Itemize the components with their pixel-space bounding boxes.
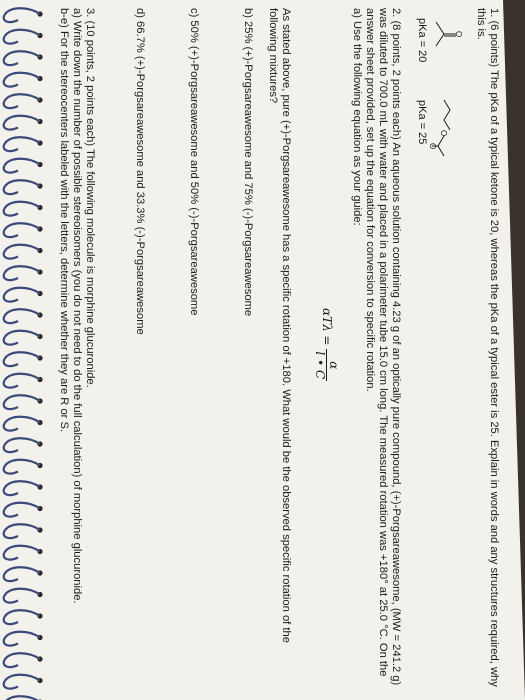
q2-a: a) Use the following equation as your guide: (351, 8, 363, 226)
q1-text: 1. (6 points) The pKa of a typical ketone is 20, whereas the pKa of a typical ester is 25. Explain in words and any structures required, why this is. (475, 8, 500, 687)
q2-c-text: c) 50% (+)-Porgsareawesome and 50% (-)-Porgsareawesome (188, 8, 200, 316)
q2-part-c (187, 8, 200, 688)
ester-structure (430, 96, 464, 176)
specific-rotation-equation (313, 308, 340, 381)
ketone-pka: pKa = 20 (416, 18, 428, 63)
eq-numerator: α (326, 349, 340, 381)
eq-fraction (313, 349, 340, 381)
question-1 (474, 8, 500, 688)
question-3 (57, 8, 96, 688)
q2-part-d (133, 8, 146, 688)
eq-denominator: l • C (313, 351, 327, 380)
q3-be: b-e) For the stereocenters labeled with the letters, determine whether they are R or S. (58, 8, 70, 433)
rotated-document (30, 8, 500, 698)
q3-a: a) Write down the number of possible stereoisomers (you do not need to do the full calculation) of morphine glucuronide. (71, 8, 83, 604)
q2-intro: 2. (8 points, 2 points each) An aqueous solution containing 4.23 g of an optically pure compound, (+)-Porgsareawesome, (MW = 241.2 g) was diluted to 700.0 mL with water and placed in a polarimeter tube 15.0 cm long. The measured rotation was +180° at 25.0 °C. On the answer sheet provided, set up the equation for conversion to specific rotation. (364, 8, 402, 686)
svg-text:O: O (454, 31, 463, 38)
q2-stated (266, 8, 292, 688)
q3-intro: 3. (10 points, 2 points each) The following molecule is morphine glucuronide. (84, 8, 96, 388)
svg-text:O: O (428, 143, 437, 150)
question-2 (350, 8, 402, 688)
ester-pka: pKa = 25 (416, 100, 428, 145)
q2-part-b (241, 8, 254, 688)
q2-stated-text: As stated above, pure (+)-Porgsareawesome has a specific rotation of +180. What would be the observed specific rotation of the following mixtures? (267, 8, 292, 643)
svg-text:O: O (439, 130, 448, 137)
page-edge-shadow (503, 0, 525, 700)
q2-b-text: b) 25% (+)-Porgsareawesome and 75% (-)-Porgsareawesome (242, 8, 254, 317)
ketone-structure (432, 18, 462, 78)
eq-lhs: αTλ = (320, 308, 334, 346)
q2-d-text: d) 66.7% (+)-Porgsareawesome and 33.3% (-)-Porgsareawesome (134, 8, 146, 335)
